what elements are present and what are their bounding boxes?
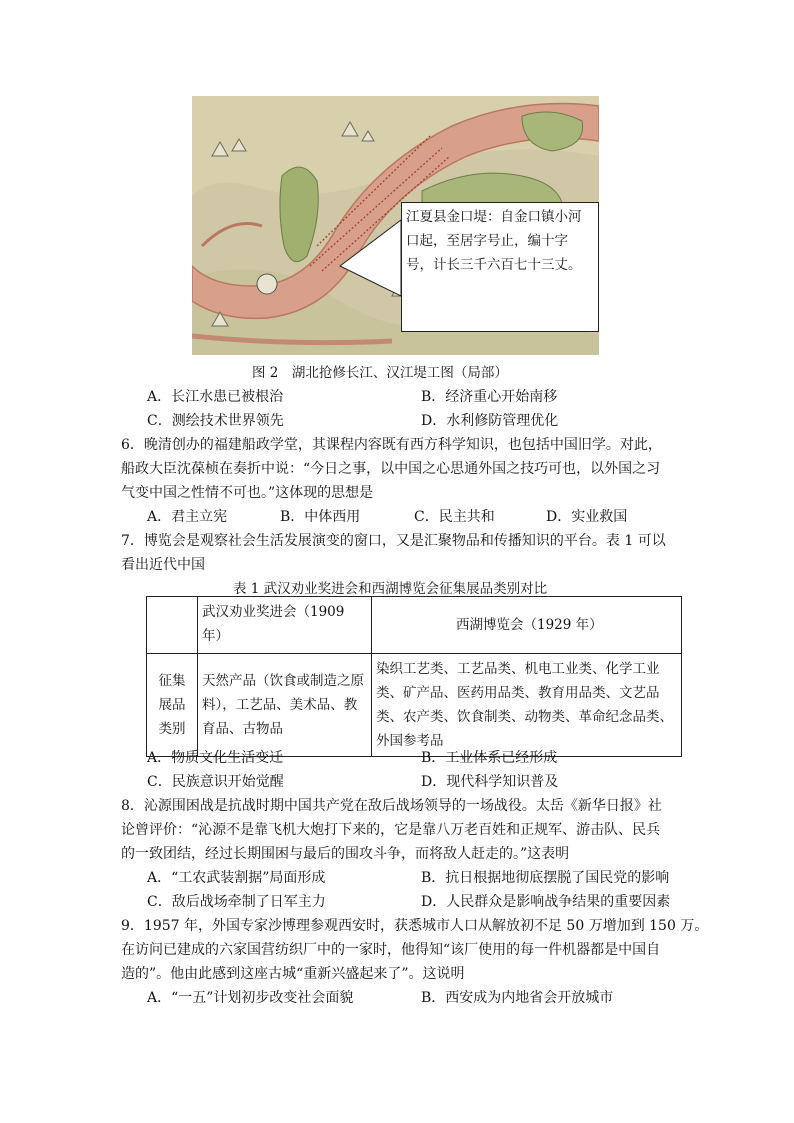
q6-line-3: 气变中国之性情不可也。”这体现的思想是: [121, 485, 374, 501]
q5-option-a: A．长江水患已被根治: [147, 389, 284, 405]
table-header-row: [147, 597, 682, 654]
q6-line-2: 船政大臣沈葆桢在奏折中说：“今日之事，以中国之心思通外国之技巧可也，以外国之习: [121, 461, 661, 477]
q6-option-d: D．实业救国: [546, 509, 628, 525]
q8-line-2: 论曾评价：“沁源不是靠飞机大炮打下来的，它是靠八万老百姓和正规军、游击队、民兵: [121, 822, 661, 838]
q8-option-a: A．“工农武装割据”局面形成: [147, 870, 326, 886]
row-label-line-3: 类别: [158, 721, 186, 737]
comparison-table: [146, 596, 682, 757]
table-corner-cell: [147, 597, 198, 654]
map-callout-text: 江夏县金口堤：自金口镇小河口起，至居字号止，编十字号，计长三千六百七十三丈。: [401, 202, 599, 332]
row-label-line-1: 征集: [158, 673, 186, 689]
row-label-line-2: 展品: [158, 697, 186, 713]
q5-option-d: D．水利修防管理优化: [421, 413, 559, 429]
q9-line-3: 造的”。他由此感到这座古城“重新兴盛起来了”。这说明: [121, 966, 465, 982]
q7-option-b: B．工业体系已经形成: [421, 750, 558, 766]
table-caption: 表 1 武汉劝业奖进会和西湖博览会征集展品类别对比: [233, 581, 548, 597]
q6-line-1: 6．晚清创办的福建船政学堂，其课程内容既有西方科学知识，也包括中国旧学。对此，: [121, 437, 662, 453]
q7-line-1: 7．博览会是观察社会生活发展演变的窗口，又是汇聚物品和传播知识的平台。表 1 可以: [121, 533, 666, 549]
q7-option-d: D．现代科学知识普及: [421, 774, 559, 790]
table-row-label: [147, 654, 198, 757]
figure-caption: 图 2 湖北抢修长江、汉江堤工图（局部）: [252, 365, 508, 381]
q6-option-a: A．君主立宪: [147, 509, 228, 525]
q9-option-a: A．“一五”计划初步改变社会面貌: [147, 990, 354, 1006]
q8-option-c: C．敌后战场牵制了日军主力: [147, 894, 326, 910]
q8-option-d: D．人民群众是影响战争结果的重要因素: [421, 894, 671, 910]
q7-option-a: A．物质文化生活变迁: [147, 750, 284, 766]
q7-option-c: C．民族意识开始觉醒: [147, 774, 284, 790]
q7-line-2: 看出近代中国: [121, 557, 205, 573]
table-cell-xihu: 染织工艺类、工艺品类、机电工业类、化学工业类、矿产品、医药用品类、教育用品类、文艺品类、农产类、饮食制类、动物类、革命纪念品类、外国参考品: [372, 654, 682, 757]
q8-line-3: 的一致团结，经过长期围困与最后的围攻斗争，而将敌人赶走的。”这表明: [121, 846, 570, 862]
q8-option-b: B．抗日根据地彻底摆脱了国民党的影响: [421, 870, 670, 886]
table-header-xihu: 西湖博览会（1929 年）: [372, 597, 682, 654]
q9-option-b: B．西安成为内地省会开放城市: [421, 990, 614, 1006]
q5-option-c: C．测绘技术世界领先: [147, 413, 284, 429]
q6-option-b: B．中体西用: [280, 509, 361, 525]
table-row: [147, 654, 682, 757]
table-header-wuhan: 武汉劝业奖进会（1909 年）: [198, 597, 372, 654]
table-cell-wuhan: 天然产品（饮食或制造之原料），工艺品、美术品、教育品、古物品: [198, 654, 372, 757]
q8-line-1: 8．沁源围困战是抗战时期中国共产党在敌后战场领导的一场战役。太岳《新华日报》社: [121, 798, 662, 814]
q9-line-1: 9．1957 年，外国专家沙博理参观西安时，获悉城市人口从解放初不足 50 万增加到 150 万。: [121, 918, 709, 934]
q6-option-c: C．民主共和: [414, 509, 495, 525]
q5-option-b: B．经济重心开始南移: [421, 389, 558, 405]
q9-line-2: 在访问已建成的六家国营纺织厂中的一家时，他得知“该厂使用的每一件机器都是中国自: [121, 942, 661, 958]
